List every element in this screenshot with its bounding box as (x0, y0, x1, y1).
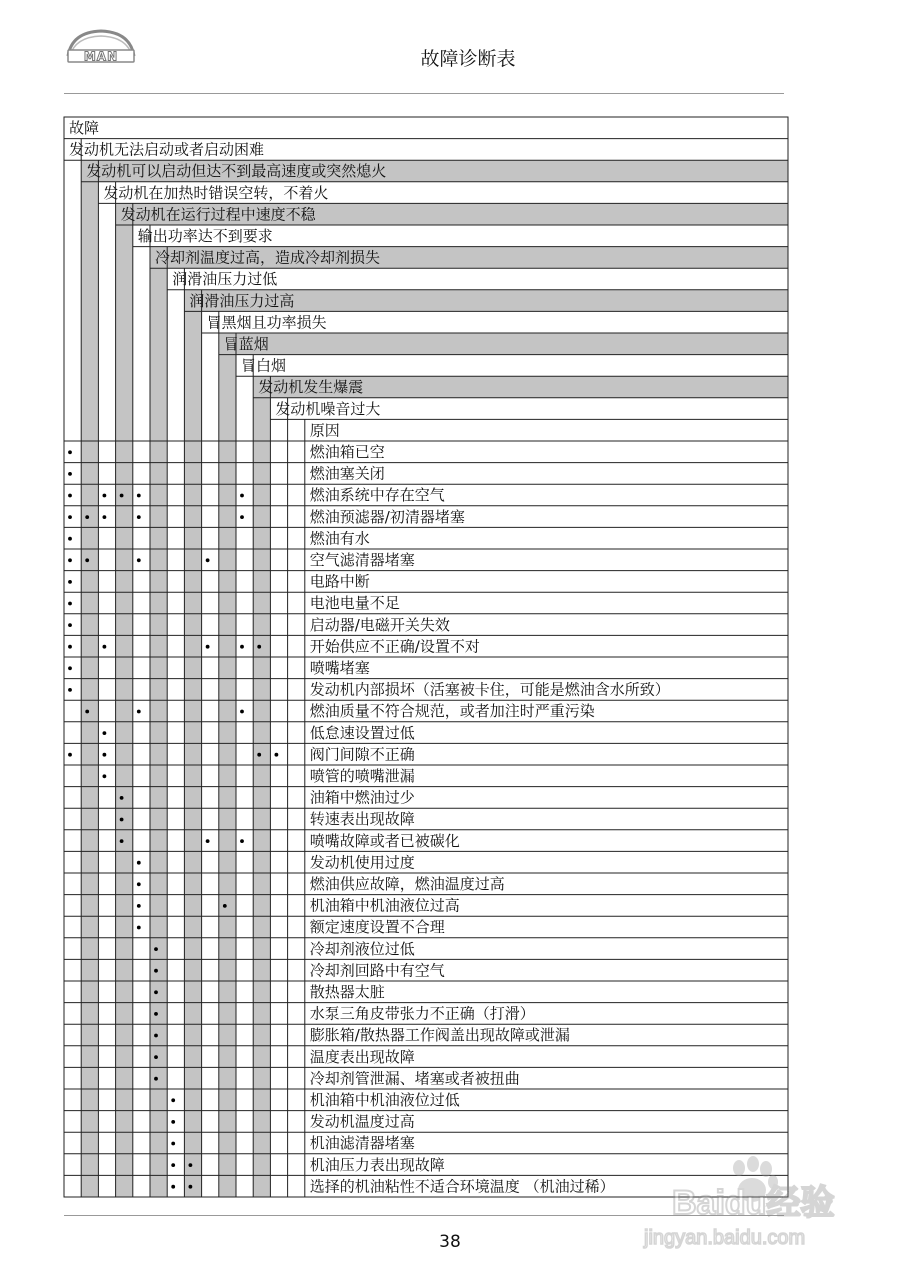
cause-label: 喷管的喷嘴泄漏 (309, 767, 415, 785)
fault-mark (154, 990, 158, 994)
fault-mark (68, 450, 72, 454)
cause-label: 发动机内部损坏（活塞被卡住，可能是燃油含水所致） (309, 680, 670, 699)
fault-mark (154, 1012, 158, 1016)
fault-mark (85, 710, 89, 714)
fault-mark (68, 580, 72, 584)
cause-label: 水泵三角皮带张力不正确（打滑） (309, 1004, 535, 1023)
cause-label: 冷却剂液位过低 (309, 939, 415, 958)
cause-label: 发动机温度过高 (309, 1112, 415, 1131)
fault-mark (137, 882, 141, 886)
cause-label: 冷却剂管泄漏、堵塞或者被扭曲 (309, 1069, 520, 1088)
fault-mark (171, 1142, 175, 1146)
cause-label: 开始供应不正确/设置不对 (309, 637, 480, 656)
fault-mark (154, 1034, 158, 1038)
fault-mark (68, 688, 72, 692)
watermark-url: jingyan.baidu.com (644, 1227, 806, 1249)
fault-mark (240, 494, 244, 498)
fault-mark (154, 1077, 158, 1081)
cause-label: 燃油塞关闭 (309, 464, 385, 483)
fault-mark (120, 818, 124, 822)
cause-label: 机油箱中机油液位过低 (309, 1091, 460, 1109)
fault-mark (137, 904, 141, 908)
fault-mark (240, 515, 244, 519)
cause-label: 电路中断 (309, 572, 370, 591)
fault-mark (171, 1098, 175, 1102)
fault-mark (223, 904, 227, 908)
cause-label: 发动机使用过度 (309, 853, 415, 872)
cause-label: 机油滤清器堵塞 (309, 1134, 415, 1153)
fault-label: 发动机噪音过大 (275, 399, 381, 418)
fault-row-fill (219, 333, 788, 355)
fault-mark (103, 515, 107, 519)
fault-mark (120, 839, 124, 843)
fault-mark (137, 710, 141, 714)
fault-mark (137, 558, 141, 562)
fault-label: 发动机在运行过程中速度不稳 (120, 205, 316, 224)
cause-label: 喷嘴故障或者已被碳化 (309, 831, 460, 850)
fault-mark (85, 558, 89, 562)
fault-mark (137, 861, 141, 865)
fault-mark (206, 839, 210, 843)
fault-mark (68, 537, 72, 541)
fault-label: 输出功率达不到要求 (137, 227, 273, 245)
fault-mark (103, 494, 107, 498)
fault-label: 冒蓝烟 (223, 335, 269, 353)
cause-label: 机油压力表出现故障 (309, 1155, 445, 1174)
cause-header-label: 原因 (309, 421, 340, 440)
fault-mark (137, 494, 141, 498)
fault-mark (154, 1055, 158, 1059)
cause-label: 启动器/电磁开关失效 (309, 615, 450, 634)
cause-label: 燃油有水 (309, 529, 370, 548)
fault-mark (137, 515, 141, 519)
fault-label: 润滑油压力过高 (189, 291, 295, 310)
cause-label: 燃油预滤器/初清器堵塞 (309, 507, 465, 526)
cause-label: 冷却剂回路中有空气 (309, 961, 445, 980)
cause-label: 额定速度设置不合理 (309, 918, 445, 937)
cause-label: 喷嘴堵塞 (309, 659, 370, 677)
fault-label: 润滑油压力过低 (172, 270, 278, 289)
fault-mark (154, 969, 158, 973)
cause-label: 散热器太脏 (309, 983, 385, 1001)
fault-label: 冒白烟 (241, 356, 287, 375)
cause-label: 燃油箱已空 (309, 443, 385, 461)
fault-mark (103, 731, 107, 735)
fault-mark (154, 947, 158, 951)
fault-mark (257, 645, 261, 649)
fault-mark (68, 472, 72, 476)
fault-mark (120, 796, 124, 800)
fault-mark (275, 753, 279, 757)
page-title: 故障诊断表 (420, 48, 516, 70)
cause-label: 选择的机油粘性不适合环境温度 （机油过稀） (309, 1177, 615, 1196)
fault-label: 冒黑烟且功率损失 (206, 313, 327, 332)
fault-mark (206, 645, 210, 649)
fault-mark (68, 515, 72, 519)
fault-label: 发动机在加热时错误空转，不着火 (103, 183, 329, 202)
fault-mark (68, 753, 72, 757)
fault-mark (68, 602, 72, 606)
fault-mark (103, 753, 107, 757)
cause-label: 机油箱中机油液位过高 (309, 896, 460, 915)
fault-mark (68, 558, 72, 562)
fault-mark (189, 1163, 193, 1167)
cause-label: 燃油供应故障，燃油温度过高 (309, 875, 505, 893)
fault-mark (137, 926, 141, 930)
cause-label: 转速表出现故障 (309, 810, 415, 829)
cause-label: 阀门间隙不正确 (309, 745, 415, 764)
cause-label: 燃油系统中存在空气 (309, 486, 445, 505)
fault-label: 发动机可以启动但达不到最高速度或突然熄火 (86, 162, 387, 181)
cause-label: 油箱中燃油过少 (309, 788, 415, 807)
fault-mark (68, 623, 72, 627)
cause-label: 膨胀箱/散热器工作阀盖出现故障或泄漏 (309, 1026, 570, 1045)
fault-mark (171, 1163, 175, 1167)
fault-mark (240, 710, 244, 714)
cause-label: 温度表出现故障 (309, 1047, 415, 1066)
logo-text: MAN (83, 49, 119, 64)
fault-mark (120, 494, 124, 498)
watermark-brand: Baidu经验 (672, 1184, 835, 1222)
cause-label: 燃油质量不符合规范，或者加注时严重污染 (309, 702, 595, 721)
fault-label: 冷却剂温度过高，造成冷却剂损失 (155, 248, 381, 267)
fault-mark (68, 645, 72, 649)
fault-label: 发动机无法启动或者启动困难 (69, 140, 265, 159)
baidu-watermark (628, 1150, 858, 1260)
cause-label: 低怠速设置过低 (309, 723, 415, 742)
fault-mark (240, 839, 244, 843)
table-header-label: 故障 (69, 119, 100, 137)
cause-label: 空气滤清器堵塞 (309, 551, 415, 569)
fault-label: 发动机发生爆震 (258, 378, 364, 397)
fault-mark (206, 558, 210, 562)
fault-mark (103, 645, 107, 649)
fault-mark (103, 774, 107, 778)
fault-mark (189, 1185, 193, 1189)
fault-mark (240, 645, 244, 649)
fault-mark (171, 1120, 175, 1124)
fault-mark (68, 494, 72, 498)
fault-mark (171, 1185, 175, 1189)
cause-label: 电池电量不足 (309, 594, 400, 613)
fault-mark (68, 666, 72, 670)
fault-mark (257, 753, 261, 757)
fault-mark (85, 515, 89, 519)
page-number: 38 (439, 1232, 461, 1252)
